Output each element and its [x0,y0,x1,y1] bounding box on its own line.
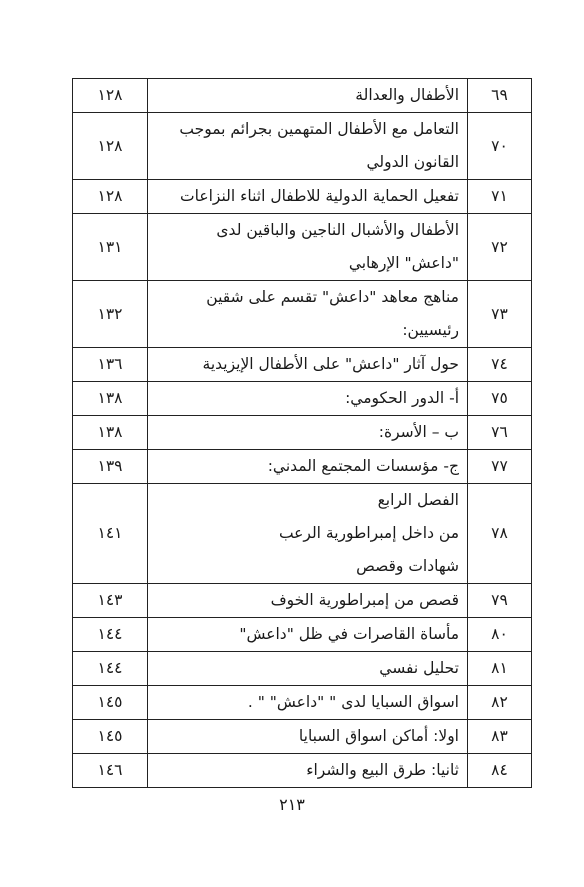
title-line: اسواق السبايا لدى " "داعش" " . [247,693,459,711]
row-number: ٨٢ [468,686,532,720]
row-title [148,618,468,652]
toc-row [73,618,532,652]
row-page: ١٤١ [73,484,148,584]
row-title [148,348,468,382]
title-line: ثانيا: طرق البيع والشراء [306,761,459,779]
row-number: ٧١ [468,180,532,214]
toc-row [73,484,532,584]
toc-row [73,180,532,214]
row-title [148,450,468,484]
row-page: ١٤٥ [73,686,148,720]
row-page: ١٤٤ [73,618,148,652]
toc-row [73,720,532,754]
row-page: ١٢٨ [73,113,148,180]
row-page: ١٣٦ [73,348,148,382]
title-line: حول آثار "داعش" على الأطفال الإيزيدية [202,355,459,373]
row-page: ١٣٢ [73,281,148,348]
row-title [148,214,468,281]
row-page: ١٣١ [73,214,148,281]
row-number: ٧٤ [468,348,532,382]
title-line: اولا: أماكن اسواق السبايا [298,727,459,745]
row-page: ١٢٨ [73,180,148,214]
row-title [148,652,468,686]
row-page: ١٤٣ [73,584,148,618]
toc-body [73,79,532,788]
row-title [148,79,468,113]
title-line: تحليل نفسي [379,659,459,677]
title-line: الأطفال والأشبال الناجين والباقين لدى [216,221,459,239]
title-line: الأطفال والعدالة [355,86,459,104]
row-number: ٧٨ [468,484,532,584]
title-line: تفعيل الحماية الدولية للاطفال اثناء النزاعات [180,187,459,205]
toc-row [73,416,532,450]
row-title [148,281,468,348]
row-number: ٨٠ [468,618,532,652]
title-line: الفصل الرابع [377,491,459,509]
row-page: ١٣٩ [73,450,148,484]
row-title [148,484,468,584]
toc-row [73,754,532,788]
row-title [148,416,468,450]
row-title [148,584,468,618]
row-title [148,754,468,788]
row-number: ٧٣ [468,281,532,348]
title-line: مأساة القاصرات في ظل "داعش" [239,625,459,643]
title-line: أ- الدور الحكومي: [345,389,459,407]
row-title [148,113,468,180]
row-title [148,720,468,754]
title-line: القانون الدولي [366,153,459,171]
row-page: ١٤٥ [73,720,148,754]
row-title [148,382,468,416]
row-number: ٧٠ [468,113,532,180]
row-number: ٧٥ [468,382,532,416]
toc-row [73,79,532,113]
title-line: التعامل مع الأطفال المتهمين بجرائم بموجب [179,120,459,138]
title-line: ب – الأسرة: [378,423,459,441]
toc-row [73,450,532,484]
row-number: ٧٩ [468,584,532,618]
toc-row [73,584,532,618]
row-title [148,180,468,214]
title-line: من داخل إمبراطورية الرعب [278,524,459,542]
toc-row [73,214,532,281]
row-page: ١٣٨ [73,416,148,450]
title-line: شهادات وقصص [356,557,459,575]
row-number: ٨٣ [468,720,532,754]
title-line: ج- مؤسسات المجتمع المدني: [267,457,459,475]
row-number: ٨١ [468,652,532,686]
toc-table [72,78,532,788]
row-title [148,686,468,720]
row-page: ١٣٨ [73,382,148,416]
toc-row [73,281,532,348]
toc-row [73,652,532,686]
row-number: ٧٧ [468,450,532,484]
title-line: رئيسيين: [402,321,459,339]
row-page: ١٤٦ [73,754,148,788]
toc-row [73,686,532,720]
title-line: مناهج معاهد "داعش" تقسم على شقين [206,288,459,306]
toc-row [73,348,532,382]
toc-row [73,113,532,180]
title-line: "داعش" الإرهابي [348,254,459,272]
title-line: قصص من إمبراطورية الخوف [270,591,459,609]
row-page: ١٤٤ [73,652,148,686]
toc-row [73,382,532,416]
row-number: ٦٩ [468,79,532,113]
row-number: ٧٢ [468,214,532,281]
page-number: ٢١٣ [279,795,305,814]
row-number: ٧٦ [468,416,532,450]
row-number: ٨٤ [468,754,532,788]
row-page: ١٢٨ [73,79,148,113]
